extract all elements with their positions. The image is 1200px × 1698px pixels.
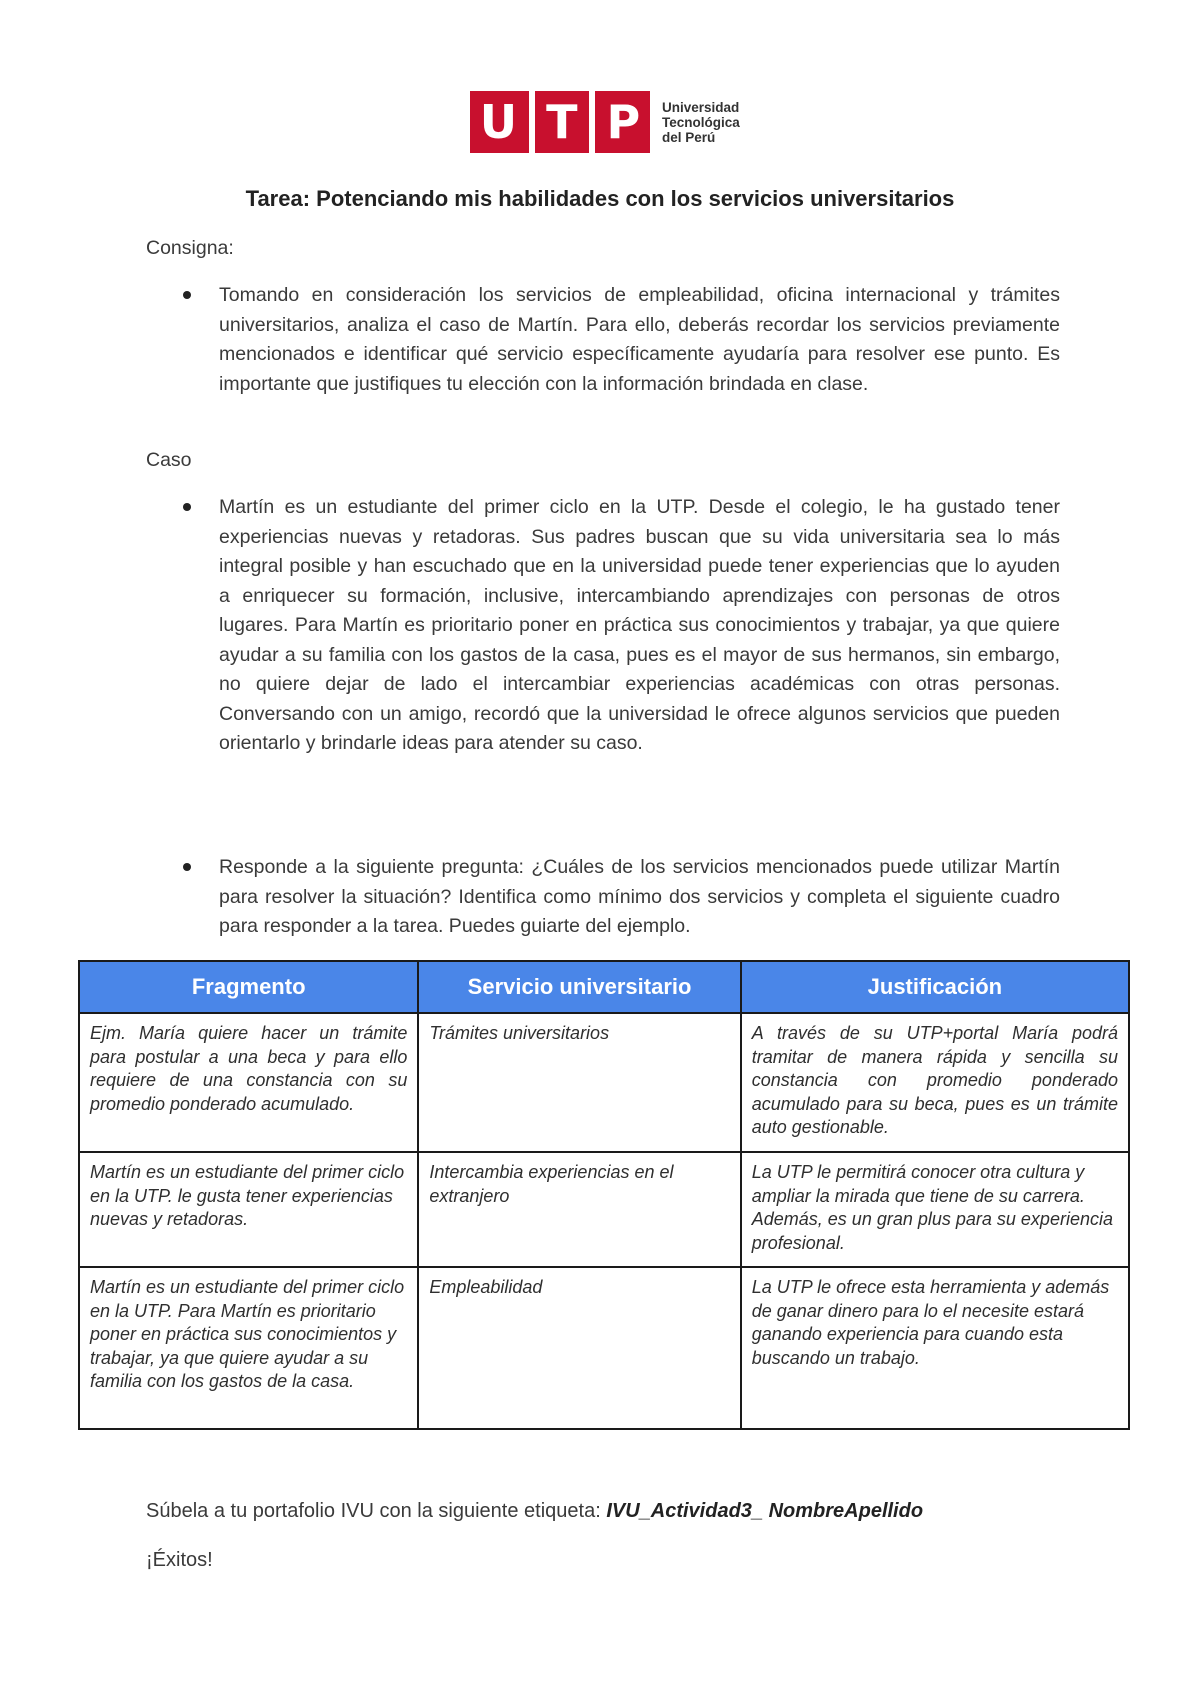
closing-text: ¡Éxitos! xyxy=(146,1549,213,1571)
page-title: Tarea: Potenciando mis habilidades con los servicios universitarios xyxy=(245,186,955,211)
logo-separator xyxy=(529,91,535,153)
upload-instruction xyxy=(146,1500,923,1523)
upload-tag: IVU_Actividad3_ NombreApellido xyxy=(606,1500,924,1522)
consigna-text: Tomando en consideración los servicios de empleabilidad, oficina internacional y trámites universitarios, analiza el caso de Martín. Para ello, deberás recordar los servicios previamente mencionados e identificar qué servicio específicamente ayudaría para resolver ese punto. Es importante que justifiques tu elección con la información brindada en clase. xyxy=(219,284,1060,395)
utp-logo-wordmark xyxy=(662,100,740,145)
header-fragmento: Fragmento xyxy=(79,961,418,1013)
cell-justificacion: La UTP le ofrece esta herramienta y además de ganar dinero para lo el necesite estará ganando experiencia para cuando esta buscando un trabajo. xyxy=(741,1267,1129,1429)
services-table xyxy=(78,960,1130,1430)
cell-fragmento: Martín es un estudiante del primer ciclo en la UTP. Para Martín es prioritario poner en práctica sus conocimientos y trabajar, ya que quiere ayudar a su familia con los gastos de la casa. xyxy=(79,1267,418,1429)
cell-servicio: Trámites universitarios xyxy=(418,1013,740,1152)
caso-bullet xyxy=(146,493,1060,759)
table-row xyxy=(79,1152,1129,1267)
header-justificacion: Justificación xyxy=(741,961,1129,1013)
cell-fragmento: Martín es un estudiante del primer ciclo en la UTP. le gusta tener experiencias nuevas y retadoras. xyxy=(79,1152,418,1267)
logo-separator xyxy=(589,91,595,153)
cell-fragmento: Ejm. María quiere hacer un trámite para postular a una beca y para ello requiere de una constancia con su promedio ponderado acumulado. xyxy=(79,1013,418,1152)
upload-instruction-text: Súbela a tu portafolio IVU con la siguiente etiqueta: xyxy=(146,1500,607,1522)
table-header-row xyxy=(79,961,1129,1013)
logo-line: Tecnológica xyxy=(662,114,740,130)
logo-letter-u: U xyxy=(479,95,518,149)
header-servicio: Servicio universitario xyxy=(418,961,740,1013)
utp-logo xyxy=(470,91,740,153)
bullet-icon xyxy=(183,863,191,871)
bullet-icon xyxy=(183,503,191,511)
cell-servicio: Intercambia experiencias en el extranjero xyxy=(418,1152,740,1267)
caso-label: Caso xyxy=(146,449,192,471)
cell-justificacion: La UTP le permitirá conocer otra cultura y ampliar la mirada que tiene de su carrera. Además, es un gran plus para su experiencia profesional. xyxy=(741,1152,1129,1267)
caso-text: Martín es un estudiante del primer ciclo en la UTP. Desde el colegio, le ha gustado tener experiencias nuevas y retadoras. Sus padres buscan que su vida universitaria sea lo más integral posible y han escuchado que en la universidad puede tener experiencias que lo ayuden a enriquecer su formación, inclusive, intercambiando aprendizajes con personas de otros lugares. Para Martín es prioritario poner en práctica sus conocimientos y trabajar, ya que quiere ayudar a su familia con los gastos de la casa, pues es el mayor de sus hermanos, sin embargo, no quiere dejar de lado el intercambiar experiencias académicas con otras personas. Conversando con un amigo, recordó que la universidad le ofrece algunos servicios que pueden orientarlo y brindarle ideas para atender su caso. xyxy=(219,496,1060,754)
pregunta-bullet xyxy=(146,853,1060,942)
logo-letter-t: T xyxy=(546,95,578,149)
logo-letter-p: P xyxy=(606,95,641,149)
cell-justificacion: A través de su UTP+portal María podrá tramitar de manera rápida y sencilla su constancia con promedio ponderado acumulado para su beca, pues es un trámite auto gestionable. xyxy=(741,1013,1129,1152)
bullet-icon xyxy=(183,291,191,299)
table-row xyxy=(79,1267,1129,1429)
pregunta-text: Responde a la siguiente pregunta: ¿Cuáles de los servicios mencionados puede utilizar Martín para resolver la situación? Identifica como mínimo dos servicios y completa el siguiente cuadro para responder a la tarea. Puedes guiarte del ejemplo. xyxy=(219,856,1060,937)
utp-logo-mark xyxy=(470,91,650,153)
logo-line: del Perú xyxy=(662,129,716,145)
cell-servicio: Empleabilidad xyxy=(418,1267,740,1429)
consigna-bullet xyxy=(146,281,1060,399)
table-row xyxy=(79,1013,1129,1152)
logo-line: Universidad xyxy=(662,99,740,115)
consigna-label: Consigna: xyxy=(146,237,234,259)
